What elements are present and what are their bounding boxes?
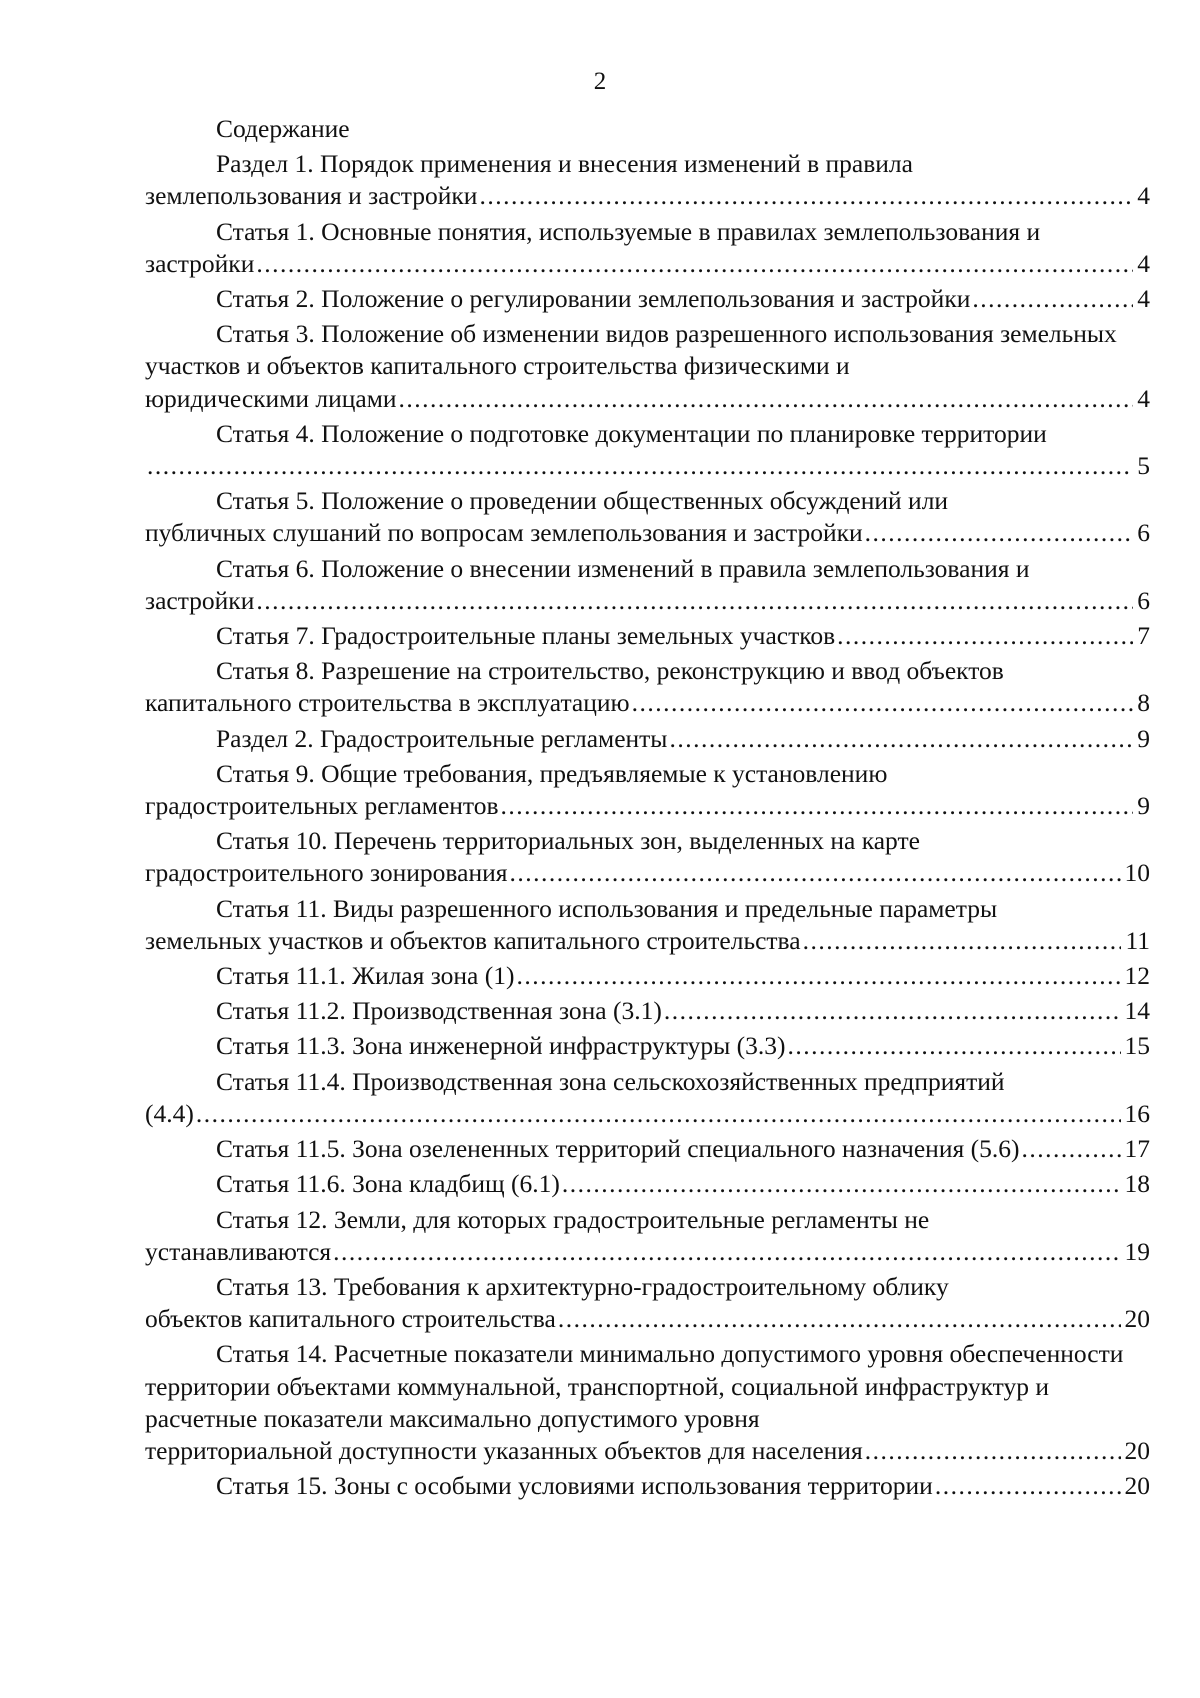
toc-entry-title: Статья 5. Положение о проведении общественных обсуждений или [216, 486, 949, 516]
toc-entry[interactable] [145, 1066, 1150, 1130]
toc-entry[interactable] [145, 995, 1150, 1027]
dot-leader [196, 1098, 1121, 1130]
dot-leader [147, 450, 1133, 482]
toc-entry-title-tail: Статья 15. Зоны с особыми условиями использования территории [216, 1471, 933, 1501]
dot-leader [256, 248, 1133, 280]
toc-entry-title-tail: Статья 2. Положение о регулировании землепользования и застройки [216, 284, 971, 314]
toc-page-number: 18 [1124, 1169, 1150, 1199]
toc-entry[interactable] [145, 1470, 1150, 1502]
toc-entry[interactable] [145, 893, 1150, 957]
dot-leader [562, 1168, 1121, 1200]
toc-leader-line [145, 857, 1150, 889]
toc-entry-title-tail: капитального строительства в эксплуатацию [145, 688, 630, 718]
dot-leader [837, 620, 1133, 652]
toc-page-number: 20 [1124, 1304, 1150, 1334]
toc-entry[interactable] [145, 1030, 1150, 1062]
toc-entry-title-tail: застройки [145, 585, 255, 615]
page-number: 2 [593, 68, 607, 95]
toc-leader-line [145, 925, 1150, 957]
toc-page-number: 4 [1137, 248, 1150, 278]
toc-leader-line [145, 450, 1150, 482]
toc-entry-title: Статья 11.4. Производственная зона сельскохозяйственных предприятий [216, 1066, 1005, 1096]
toc-entry[interactable] [145, 1271, 1150, 1335]
toc-entry-title: Статья 12. Земли, для которых градостроительные регламенты не [216, 1204, 930, 1234]
toc-entry-title-tail: земельных участков и объектов капитального строительства [145, 925, 801, 955]
dot-leader [664, 995, 1121, 1027]
toc-page-number: 19 [1124, 1236, 1150, 1266]
toc-entry-title-tail: устанавливаются [145, 1236, 332, 1266]
toc-entry-title-tail: Статья 7. Градостроительные планы земельных участков [216, 621, 836, 651]
toc-page-number: 20 [1124, 1435, 1150, 1465]
toc-entry-title-tail: Статья 11.2. Производственная зона (3.1) [216, 996, 662, 1026]
toc-entry-title-tail: публичных слушаний по вопросам землепользования и застройки [145, 518, 863, 548]
table-of-contents [145, 113, 1150, 1505]
toc-entry-title-tail: Статья 11.1. Жилая зона (1) [216, 961, 515, 991]
toc-page-number: 7 [1137, 621, 1150, 651]
toc-entry[interactable] [145, 758, 1150, 822]
toc-entry-title-tail: землепользования и застройки [145, 181, 478, 211]
toc-leader-line [145, 995, 1150, 1027]
toc-leader-line [145, 283, 1150, 315]
toc-entry[interactable] [145, 723, 1150, 755]
toc-entry-title-tail: градостроительного зонирования [145, 858, 508, 888]
toc-entry[interactable] [145, 318, 1150, 415]
dot-leader [669, 723, 1133, 755]
toc-leader-line [145, 723, 1150, 755]
toc-entry[interactable] [145, 960, 1150, 992]
toc-entry-title-tail: объектов капитального строительства [145, 1304, 556, 1334]
toc-entry-title: Статья 11. Виды разрешенного использования и предельные параметры [216, 893, 998, 923]
toc-entry-title: Статья 13. Требования к архитектурно-градостроительному облику [216, 1271, 949, 1301]
toc-page-number: 15 [1124, 1031, 1150, 1061]
toc-title: Содержание [216, 114, 350, 143]
toc-entry[interactable] [145, 1338, 1150, 1467]
dot-leader [935, 1470, 1121, 1502]
toc-page-number: 14 [1124, 996, 1150, 1026]
toc-entry-title-tail: юридическими лицами [145, 383, 397, 413]
dot-leader [479, 180, 1133, 212]
toc-entry-title-tail: Раздел 2. Градостроительные регламенты [216, 723, 668, 753]
toc-leader-line [145, 1030, 1150, 1062]
toc-leader-line [145, 1168, 1150, 1200]
toc-entry[interactable] [145, 655, 1150, 719]
toc-leader-line [145, 1236, 1150, 1268]
toc-leader-line [145, 1098, 1150, 1130]
toc-leader-line [145, 1435, 1150, 1467]
toc-page-number: 8 [1137, 688, 1150, 718]
toc-entry-title: Статья 8. Разрешение на строительство, реконструкцию и ввод объектов [216, 656, 1004, 686]
toc-leader-line [145, 687, 1150, 719]
toc-entry-title-tail: Статья 11.6. Зона кладбищ (6.1) [216, 1169, 560, 1199]
dot-leader [865, 517, 1134, 549]
toc-entry-title-tail: Статья 11.3. Зона инженерной инфраструктуры (3.3) [216, 1031, 786, 1061]
toc-entry-title: Раздел 1. Порядок применения и внесения изменений в правила [216, 149, 913, 179]
dot-leader [972, 283, 1133, 315]
toc-leader-line [145, 180, 1150, 212]
toc-page-number: 5 [1137, 451, 1150, 481]
toc-page-number: 4 [1137, 181, 1150, 211]
toc-leader-line [145, 620, 1150, 652]
toc-entry-title: Статья 1. Основные понятия, используемые в правилах землепользования и [216, 216, 1041, 246]
toc-entry-title-tail: градостроительных регламентов [145, 791, 499, 821]
toc-entries [145, 148, 1150, 1502]
toc-entry-title: Статья 9. Общие требования, предъявляемые к установлению [216, 758, 888, 788]
toc-leader-line [145, 585, 1150, 617]
toc-leader-line [145, 1133, 1150, 1165]
dot-leader [558, 1303, 1121, 1335]
toc-entry[interactable] [145, 148, 1150, 212]
toc-leader-line [145, 1303, 1150, 1335]
toc-page-number: 10 [1124, 858, 1150, 888]
toc-page-number: 4 [1137, 284, 1150, 314]
toc-leader-line [145, 790, 1150, 822]
toc-entry-title: Статья 14. Расчетные показатели минимально допустимого уровня обеспеченности территории объектами коммунальной, транспортной, социальной инфраструктур и расчетные показатели максимально допустимого уровня [145, 1339, 1124, 1433]
toc-entry[interactable] [145, 216, 1150, 280]
toc-entry-title: Статья 6. Положение о внесении изменений в правила землепользования и [216, 553, 1030, 583]
toc-entry[interactable] [145, 620, 1150, 652]
dot-leader [865, 1435, 1121, 1467]
dot-leader [516, 960, 1120, 992]
dot-leader [501, 790, 1134, 822]
toc-entry-title: Статья 4. Положение о подготовке документации по планировке территории [216, 418, 1047, 448]
toc-page-number: 17 [1124, 1134, 1150, 1164]
toc-entry-title-tail: территориальной доступности указанных объектов для населения [145, 1435, 863, 1465]
dot-leader [333, 1236, 1120, 1268]
toc-page-number: 11 [1125, 925, 1150, 955]
toc-entry[interactable] [145, 1204, 1150, 1268]
toc-entry[interactable] [145, 553, 1150, 617]
toc-entry[interactable] [145, 418, 1150, 482]
dot-leader [803, 925, 1122, 957]
dot-leader [632, 687, 1134, 719]
toc-page-number: 6 [1137, 518, 1150, 548]
toc-entry-title-tail: Статья 11.5. Зона озелененных территорий специального назначения (5.6) [216, 1134, 1020, 1164]
toc-page-number: 16 [1124, 1098, 1150, 1128]
toc-page-number: 6 [1137, 585, 1150, 615]
toc-page-number: 4 [1137, 383, 1150, 413]
dot-leader [256, 585, 1133, 617]
toc-entry[interactable] [145, 1133, 1150, 1165]
toc-entry-title-tail: застройки [145, 248, 255, 278]
dot-leader [1021, 1133, 1120, 1165]
toc-entry[interactable] [145, 283, 1150, 315]
toc-leader-line [145, 383, 1150, 415]
toc-leader-line [145, 248, 1150, 280]
toc-page-number: 12 [1124, 961, 1150, 991]
dot-leader [398, 383, 1133, 415]
toc-entry[interactable] [145, 485, 1150, 549]
toc-page-number: 9 [1137, 791, 1150, 821]
dot-leader [788, 1030, 1121, 1062]
toc-entry[interactable] [145, 1168, 1150, 1200]
toc-entry-title-tail: (4.4) [145, 1098, 194, 1128]
toc-page-number: 9 [1137, 723, 1150, 753]
toc-entry-title: Статья 3. Положение об изменении видов разрешенного использования земельных участков и объектов капитального строительства физическими и [145, 319, 1117, 381]
toc-leader-line [145, 960, 1150, 992]
toc-page-number: 20 [1124, 1471, 1150, 1501]
dot-leader [509, 857, 1120, 889]
toc-leader-line [145, 1470, 1150, 1502]
toc-leader-line [145, 517, 1150, 549]
toc-entry-title: Статья 10. Перечень территориальных зон, выделенных на карте [216, 826, 920, 856]
toc-entry[interactable] [145, 825, 1150, 889]
